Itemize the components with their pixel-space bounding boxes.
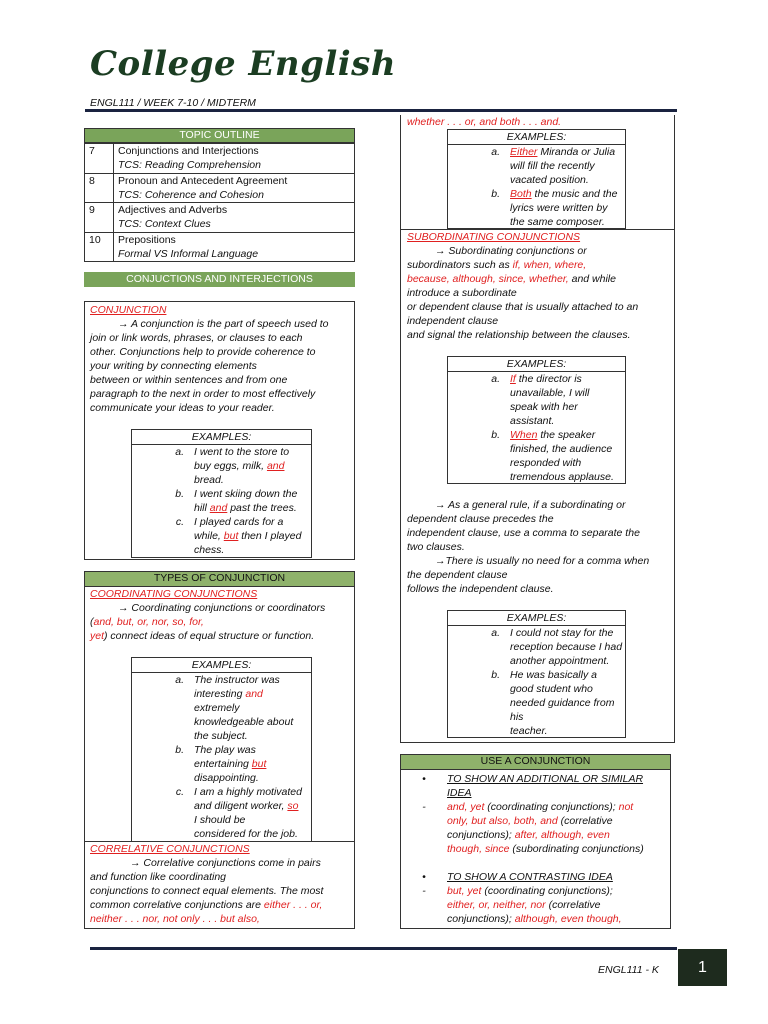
example-item: b. Both the music and the lyrics were written by the same composer. [491, 188, 618, 228]
rule-text-line: the dependent clause [407, 569, 508, 581]
correlative-continued: whether . . . or, and both . . . and. [407, 116, 562, 128]
rule-text-line: dependent clause precedes the [407, 513, 554, 525]
example-item: a. Either Miranda or Julia will fill the recently vacated position. [491, 146, 616, 186]
example-item: b. When the speaker finished, the audience responded with tremendous applause. [491, 429, 614, 483]
use-heading: USE A CONJUNCTION [401, 755, 670, 770]
corr-text-line: → Correlative conjunctions come in pairs [130, 857, 321, 869]
outline-num: 9 [85, 203, 114, 233]
outline-tcs: TCS: Context Clues [118, 218, 211, 231]
examples-box [447, 610, 626, 738]
outline-row [85, 203, 355, 233]
outline-tcs: TCS: Coherence and Cohesion [118, 188, 264, 201]
corr-text-line: common correlative conjunctions are either . . . or, [90, 899, 323, 911]
examples-box [131, 657, 312, 842]
outline-tcs: Formal VS Informal Language [118, 248, 259, 261]
sub-text-line: because, although, since, whether, and while [407, 273, 616, 285]
outline-tcs: TCS: Reading Comprehension [118, 159, 261, 172]
topic-outline-heading: TOPIC OUTLINE [84, 128, 355, 143]
examples-label: EXAMPLES: [448, 357, 625, 372]
examples-label: EXAMPLES: [132, 658, 311, 673]
sub-text-line: independent clause [407, 315, 499, 327]
outline-row [85, 144, 355, 174]
corr-text-line: and function like coordinating [90, 871, 227, 883]
examples-label: EXAMPLES: [448, 611, 625, 626]
page-title: College English [90, 44, 397, 84]
coord-text-line: yet) connect ideas of equal structure or function. [90, 630, 315, 642]
page-number: 1 [678, 949, 727, 986]
outline-row [85, 232, 355, 262]
corr-text-line: conjunctions to connect equal elements. The most [90, 885, 324, 897]
conjunction-text-line: join or link words, phrases, or clauses to each [90, 332, 303, 344]
conjunction-text-line: other. Conjunctions help to provide coherence to [90, 346, 316, 358]
example-item: c. I played cards for a while, but then I played chess. [175, 516, 302, 556]
conjunction-text-line: between or within sentences and from one [90, 374, 288, 386]
bullet-detail: - but, yet (coordinating conjunctions); either, or, neither, nor (correlative conjunctions); although, even though, [422, 885, 622, 925]
example-item: c. I am a highly motivated and diligent worker, so I should be considered for the job. [175, 786, 302, 840]
outline-topic: Prepositions [118, 233, 176, 246]
outline-topic: Pronoun and Antecedent Agreement [118, 174, 288, 187]
right-column-box [400, 115, 675, 743]
examples-box [447, 129, 626, 229]
sub-text-line: or dependent clause that is usually attached to an [407, 301, 639, 313]
page-subtitle: ENGL111 / WEEK 7-10 / MIDTERM [90, 97, 256, 109]
outline-num: 7 [85, 144, 114, 174]
examples-label: EXAMPLES: [132, 430, 311, 445]
rule-text-line: two clauses. [407, 541, 465, 553]
coord-text-line: (and, but, or, nor, so, for, [90, 616, 204, 628]
bullet-item: • TO SHOW A CONTRASTING IDEA [422, 871, 613, 883]
conjunction-text-line: communicate your ideas to your reader. [90, 402, 275, 414]
header-divider [85, 109, 677, 112]
rule-text-line: → As a general rule, if a subordinating or [435, 499, 626, 511]
types-box [84, 571, 355, 929]
sub-text-line: → Subordinating conjunctions or [435, 245, 587, 257]
corr-text-line: neither . . . nor, not only . . . but also, [90, 913, 260, 925]
outline-num: 10 [85, 232, 114, 262]
bullet-item: • TO SHOW AN ADDITIONAL OR SIMILAR IDEA [422, 773, 644, 799]
use-conjunction-box [400, 754, 671, 929]
footer-divider [90, 947, 677, 950]
example-item: b. I went skiing down the hill and past the trees. [175, 488, 298, 514]
outline-topic: Conjunctions and Interjections [118, 145, 259, 157]
example-item: a. I could not stay for the reception because I had another appointment. [491, 627, 623, 667]
bullet-detail: - and, yet (coordinating conjunctions); not only, but also, both, and (correlative conjunctions); after, although, even though, since (subordinating conjunctions) [422, 801, 644, 855]
outline-row [85, 173, 355, 203]
conjunction-box [84, 301, 355, 560]
coordinating-heading: COORDINATING CONJUNCTIONS [90, 588, 258, 600]
rule-text-line: independent clause, use a comma to separate the [407, 527, 640, 539]
conjunction-text-line: paragraph to the next in order to most effectively [90, 388, 316, 400]
sub-text-line: and signal the relationship between the clauses. [407, 329, 631, 341]
topic-outline [84, 128, 355, 262]
correlative-heading: CORRELATIVE CONJUNCTIONS [90, 843, 250, 855]
section-banner: CONJUCTIONS AND INTERJECTIONS [84, 272, 355, 287]
conjunction-text-line: → A conjunction is the part of speech used to [118, 318, 329, 330]
example-item: a. If the director is unavailable, I will speak with her assistant. [491, 373, 590, 427]
examples-label: EXAMPLES: [448, 130, 625, 145]
footer-label: ENGL111 - K [598, 964, 659, 976]
sub-text-line: introduce a subordinate [407, 287, 517, 299]
example-item: b. The play was entertaining but disappointing. [175, 744, 267, 784]
sub-text-line: subordinators such as if, when, where, [407, 259, 587, 271]
examples-box [447, 356, 626, 484]
examples-box [131, 429, 312, 558]
conjunction-heading: CONJUNCTION [90, 304, 167, 316]
example-item: a. The instructor was interesting and extremely knowledgeable about the subject. [175, 674, 294, 742]
outline-num: 8 [85, 173, 114, 203]
rule-text-line: →There is usually no need for a comma when [435, 555, 650, 567]
subordinating-heading: SUBORDINATING CONJUNCTIONS [407, 231, 581, 243]
example-item: a. I went to the store to buy eggs, milk, and bread. [175, 446, 290, 486]
rule-text-line: follows the independent clause. [407, 583, 554, 595]
conjunction-text-line: your writing by connecting elements [90, 360, 257, 372]
coord-text-line: → Coordinating conjunctions or coordinators [118, 602, 326, 614]
topic-outline-table [84, 143, 355, 262]
outline-topic: Adjectives and Adverbs [118, 204, 228, 217]
example-item: b. He was basically a good student who needed guidance from his teacher. [491, 669, 615, 737]
types-heading: TYPES OF CONJUNCTION [85, 572, 354, 587]
